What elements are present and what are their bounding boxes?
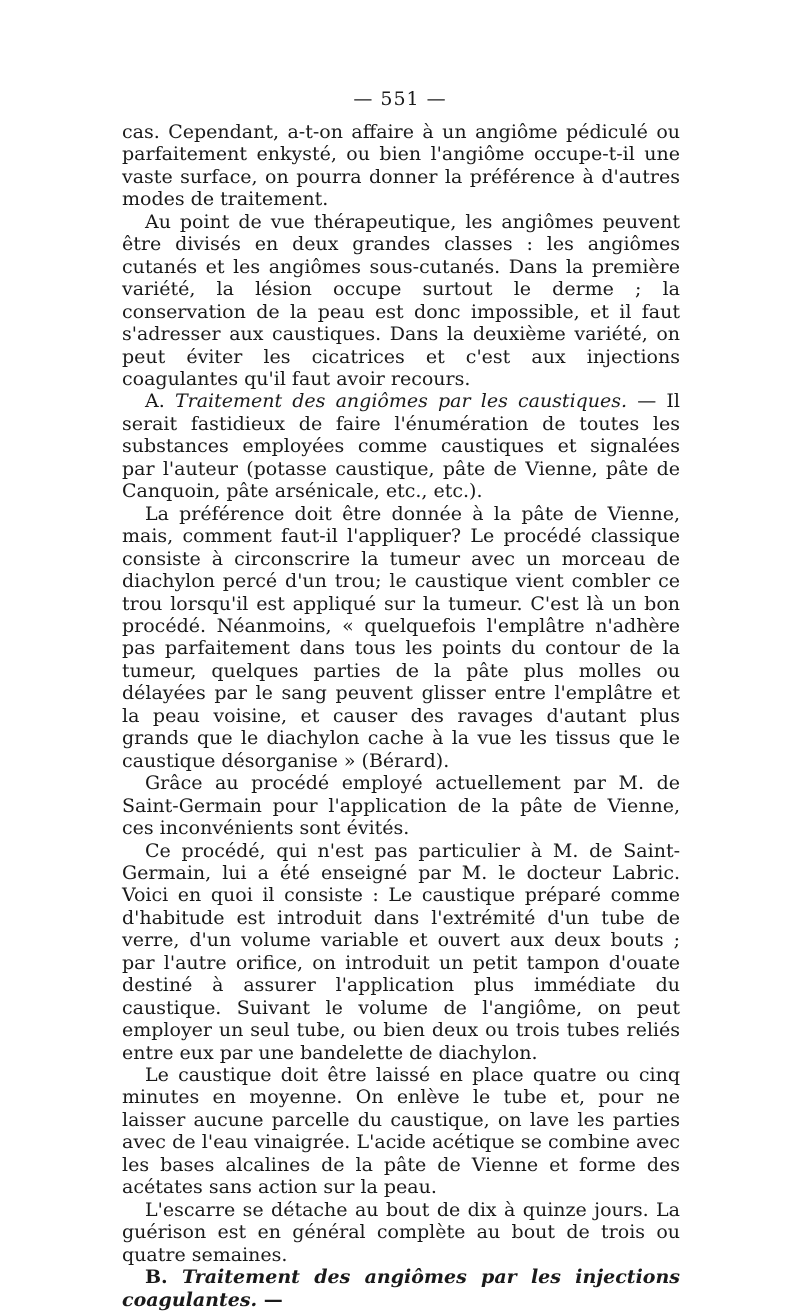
paragraph-vienna-paste: La préférence doit être donnée à la pâte de Vienne, mais, comment faut-il l'appliquer? Le procédé classique consiste à circonscrire la tumeur avec un morceau de diachylon percé d'un trou; le caustique vient combler ce trou lorsqu'il est appliqué sur la tumeur. C'est là un bon procédé. Néanmoins, « quelquefois l'emplâtre n'adhère pas parfaitement dans tous les points du contour de la tumeur, quelques parties de la pâte plus molles ou délayées par le sang peuvent glisser entre l'emplâtre et la peau voisine, et causer des ravages d'autant plus grands que le diachylon cache à la vue les tissus que le caustique désorganise » (Bérard). [122,502,680,772]
section-heading-caustics: Traitement des angiômes par les caustiques. [174,390,628,413]
paragraph-duration: Le caustique doit être laissé en place quatre ou cinq minutes en moyenne. On enlève le tube et, pour ne laisser aucune parcelle du caustique, on lave les parties avec de l'eau vinaigrée. L'acide acétique se combine avec les bases alcalines de la pâte de Vienne et forme des acétates sans action sur la peau. [122,1064,680,1199]
section-label: B. [145,1266,168,1289]
paragraph-text: — [257,1288,283,1311]
paragraph-healing: L'escarre se détache au bout de dix à quinze jours. La guérison est en général complète au bout de trois ou quatre semaines. [122,1198,680,1266]
paragraph-caustics [122,390,680,502]
paragraph-classification: Au point de vue thérapeutique, les angiômes peuvent être divisés en deux grandes classes : les angiômes cutanés et les angiômes sous-cutanés. Dans la première variété, la lésion occupe surtout le derme ; la conservation de la peau est donc impossible, et il faut s'adresser aux caustiques. Dans la deuxième variété, on peut éviter les cicatrices et c'est aux injections coagulantes qu'il faut avoir recours. [122,210,680,390]
section-label: A. [145,390,165,413]
page-number: — 551 — [353,88,447,110]
body-text [122,121,680,1311]
section-heading-injections: Traitement des angiômes par les injections coagulantes. [122,1266,680,1311]
paragraph-injections [122,1266,680,1311]
paragraph-continuation: cas. Cependant, a-t-on affaire à un angiôme pédiculé ou parfaitement enkysté, ou bien l'angiôme occupe-t-il une vaste surface, on pourra donner la préférence à d'autres modes de traitement. [122,121,680,211]
paragraph-saint-germain: Grâce au procédé employé actuellement par M. de Saint-Germain pour l'application de la pâte de Vienne, ces inconvénients sont évités. [122,772,680,840]
paragraph-procedure: Ce procédé, qui n'est pas particulier à M. de Saint-Germain, lui a été enseigné par M. le docteur Labric. Voici en quoi il consiste : Le caustique préparé comme d'habitude est introduit dans l'extrémité d'un tube de verre, d'un volume variable et ouvert aux deux bouts ; par l'autre orifice, on introduit un petit tampon d'ouate destiné à assurer l'application plus immédiate du caustique. Suivant le volume de l'angiôme, on peut employer un seul tube, ou bien deux ou trois tubes reliés entre eux par une bandelette de diachylon. [122,839,680,1064]
paragraph-text: — Il serait fastidieux de faire l'énumération de toutes les substances employées comme caustiques et signalées par l'auteur (potasse caustique, pâte de Vienne, pâte de Canquoin, pâte arsénicale, etc., etc.). [122,390,681,503]
